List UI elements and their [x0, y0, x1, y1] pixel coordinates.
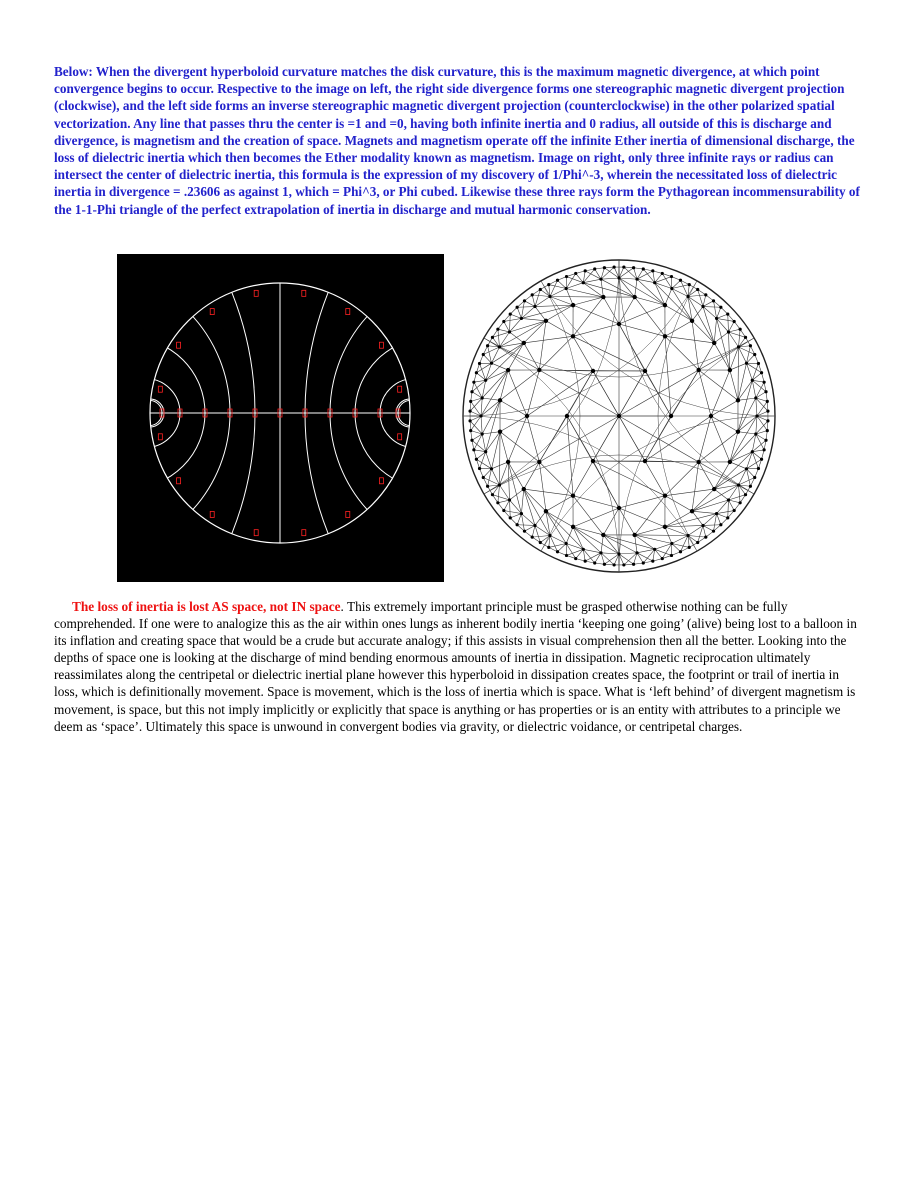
tiling-vertex — [696, 541, 699, 544]
tiling-vertex — [661, 272, 664, 275]
tiling-vertex — [481, 396, 484, 399]
tiling-vertex — [766, 410, 769, 413]
tiling-vertex — [490, 467, 493, 470]
tiling-vertex — [733, 320, 736, 323]
tiling-vertex — [613, 265, 616, 268]
tiling-vertex — [653, 548, 656, 551]
hyperbolic-tiling-disk-figure — [458, 256, 782, 578]
tiling-vertex — [764, 390, 767, 393]
tiling-vertex — [533, 524, 536, 527]
tiling-vertex — [715, 512, 718, 515]
tiling-vertex — [469, 400, 472, 403]
disk-arcs-drawing — [117, 254, 444, 582]
tiling-vertex — [643, 459, 647, 463]
tiling-vertex — [733, 509, 736, 512]
tiling-vertex — [760, 458, 763, 461]
tiling-vertex — [712, 487, 716, 491]
tiling-vertex — [603, 563, 606, 566]
tiling-vertex — [663, 493, 667, 497]
boundary-marker — [177, 342, 181, 348]
tiling-vertex — [766, 419, 769, 422]
tiling-vertex — [751, 379, 754, 382]
tiling-vertex — [712, 341, 716, 345]
tiling-vertex — [593, 267, 596, 270]
tiling-vertex — [544, 509, 548, 513]
tiling-vertex — [533, 305, 536, 308]
tiling-vertex — [757, 362, 760, 365]
tiling-vertex — [670, 542, 673, 545]
tiling-vertex — [470, 390, 473, 393]
tiling-vertex — [653, 281, 656, 284]
tiling-vertex — [582, 548, 585, 551]
tiling-vertex — [498, 483, 501, 486]
boundary-marker — [158, 386, 162, 392]
tiling-vertex — [754, 432, 757, 435]
tiling-vertex — [617, 552, 620, 555]
tiling-vertex — [690, 509, 694, 513]
tiling-vertex — [709, 414, 713, 418]
tiling-vertex — [766, 400, 769, 403]
tiling-vertex — [617, 322, 621, 326]
tiling-vertex — [622, 265, 625, 268]
tiling-vertex — [632, 563, 635, 566]
tiling-vertex — [727, 498, 730, 501]
tiling-vertex — [764, 439, 767, 442]
tiling-vertex — [704, 536, 707, 539]
tiling-vertex — [475, 458, 478, 461]
tiling-vertex — [686, 295, 689, 298]
tiling-vertex — [484, 379, 487, 382]
tiling-vertex — [701, 524, 704, 527]
boundary-marker — [158, 434, 162, 440]
tiling-vertex — [755, 414, 758, 417]
tiling-vertex — [757, 467, 760, 470]
tiling-vertex — [522, 341, 526, 345]
tiling-vertex — [701, 305, 704, 308]
tiling-vertex — [531, 536, 534, 539]
tiling-vertex — [591, 369, 595, 373]
tiling-vertex — [547, 283, 550, 286]
tiling-vertex — [571, 334, 575, 338]
tiling-vertex — [651, 269, 654, 272]
tiling-vertex — [688, 546, 691, 549]
paragraph-text: . This extremely important principle must be grasped otherwise nothing can be fully comprehended. If one were to analogize this as the air within ones lungs as inherent bodily inertia ‘keeping one going’ (alive) being lost to a balloon in its inflation and creating space that would be a crude but accurate analogy; if this assists in visual comprehension then all the better. Looking into the depths of space one is looking at the discharge of mind bending enormous amounts of inertia in dissipation. Magnetic reciprocation ultimately reassimilates along the centripetal or dielectric inertial plane however this hyperboloid in dissipation creates space, the footprint or trail of inertia in loss, which is definitionally movement. Space is movement, which is the loss of inertia which is space. What is ‘left behind’ of divergent magnetism is movement, is space, but this not imply implicitly or explicitly that space is anything or has properties or is an entity with attributes to a principle we deem as ‘space’. Ultimately this space is unwound in convergent bodies via gravity, or dielectric voidance, or centripetal charges. — [54, 599, 857, 734]
tiling-vertex — [726, 313, 729, 316]
tiling-vertex — [749, 344, 752, 347]
boundary-marker — [398, 386, 402, 392]
tiling-vertex — [525, 414, 529, 418]
tiling-vertex — [498, 345, 501, 348]
tiling-vertex — [486, 485, 489, 488]
tiling-vertex — [584, 269, 587, 272]
tiling-vertex — [679, 279, 682, 282]
tiling-vertex — [686, 534, 689, 537]
paragraph-lead-phrase: The loss of inertia is lost AS space, not IN space — [72, 599, 341, 614]
field-arc — [305, 254, 444, 582]
tiling-vertex — [584, 560, 587, 563]
tiling-vertex — [601, 295, 605, 299]
tiling-vertex — [663, 334, 667, 338]
tiling-vertex — [670, 287, 673, 290]
tiling-vertex — [669, 414, 673, 418]
tiling-vertex — [523, 530, 526, 533]
boundary-marker — [346, 309, 350, 315]
tiling-vertex — [468, 410, 471, 413]
tiling-vertex — [753, 476, 756, 479]
tiling-vertex — [522, 487, 526, 491]
tiling-vertex — [728, 460, 732, 464]
tiling-vertex — [622, 563, 625, 566]
tiling-vertex — [635, 278, 638, 281]
boundary-marker — [379, 342, 383, 348]
tiling-vertex — [547, 546, 550, 549]
boundary-marker — [254, 530, 258, 536]
tiling-vertex — [715, 317, 718, 320]
tiling-vertex — [753, 353, 756, 356]
tiling-vertex — [482, 353, 485, 356]
body-paragraph — [54, 598, 866, 735]
tiling-vertex — [712, 530, 715, 533]
tiling-vertex — [679, 550, 682, 553]
tiling-vertex — [591, 459, 595, 463]
tiling-vertex — [468, 419, 471, 422]
tiling-vertex — [496, 501, 499, 504]
tiling-vertex — [736, 429, 740, 433]
tiling-vertex — [574, 272, 577, 275]
tiling-vertex — [565, 554, 568, 557]
tiling-vertex — [663, 525, 667, 529]
tiling-vertex — [516, 306, 519, 309]
tiling-vertex — [763, 448, 766, 451]
tiling-vertex — [544, 319, 548, 323]
tiling-vertex — [475, 371, 478, 374]
tiling-vertex — [744, 336, 747, 339]
tiling-vertex — [745, 362, 748, 365]
tiling-vertex — [766, 429, 769, 432]
boundary-marker — [379, 478, 383, 484]
tiling-vertex — [696, 288, 699, 291]
boundary-marker — [210, 511, 214, 517]
tiling-vertex — [537, 368, 541, 372]
tiling-vertex — [516, 523, 519, 526]
tiling-vertex — [502, 509, 505, 512]
boundary-marker — [254, 290, 258, 296]
tiling-vertex — [726, 516, 729, 519]
tiling-vertex — [565, 287, 568, 290]
tiling-vertex — [696, 368, 700, 372]
tiling-vertex — [739, 501, 742, 504]
tiling-vertex — [603, 266, 606, 269]
tiling-vertex — [651, 560, 654, 563]
tiling-vertex — [617, 414, 621, 418]
tiling-vertex — [751, 450, 754, 453]
tiling-vertex — [520, 512, 523, 515]
tiling-vertex — [719, 523, 722, 526]
tiling-vertex — [617, 276, 620, 279]
tiling-vertex — [537, 460, 541, 464]
tiling-vertex — [690, 319, 694, 323]
tiling-vertex — [712, 299, 715, 302]
tiling-vertex — [478, 362, 481, 365]
tiling-vertex — [565, 414, 569, 418]
tiling-vertex — [481, 432, 484, 435]
tiling-vertex — [539, 288, 542, 291]
tiling-vertex — [745, 467, 748, 470]
tiling-vertex — [749, 485, 752, 488]
tiling-vertex — [696, 460, 700, 464]
tiling-vertex — [632, 295, 636, 299]
tiling-vertex — [763, 381, 766, 384]
tiling-vertex — [469, 429, 472, 432]
tiling-vertex — [744, 493, 747, 496]
tiling-vertex — [498, 429, 502, 433]
tiling-vertex — [496, 328, 499, 331]
tiling-vertex — [486, 344, 489, 347]
tiling-vertex — [599, 551, 602, 554]
tiling-vertex — [479, 414, 482, 417]
field-arc — [117, 254, 255, 582]
tiling-vertex — [509, 313, 512, 316]
tiling-vertex — [508, 498, 511, 501]
tiling-vertex — [502, 320, 505, 323]
tiling-vertex — [613, 563, 616, 566]
tiling-vertex — [565, 542, 568, 545]
tiling-vertex — [571, 303, 575, 307]
tiling-vertex — [719, 306, 722, 309]
tiling-vertex — [491, 336, 494, 339]
boundary-marker — [210, 309, 214, 315]
tiling-vertex — [548, 534, 551, 537]
tiling-vertex — [739, 328, 742, 331]
boundary-marker — [398, 434, 402, 440]
tiling-drawing — [458, 256, 782, 578]
tiling-vertex — [520, 317, 523, 320]
tiling-vertex — [737, 483, 740, 486]
figure-caption: Below: When the divergent hyperboloid curvature matches the disk curvature, this is the maximum magnetic divergence, at which point convergence begins to occur. Respective to the image on left, the right side divergence forms one stereographic magnetic divergent projection (clockwise), and the left side forms an inverse stereographic magnetic divergent projection (counterclockwise) in the other polarized spatial vectorization. Any line that passes thru the center is =1 and =0, having both infinite inertia and 0 radius, all outside of this is discharge and divergence, is magnetism and the creation of space. Magnets and magnetism operate off the infinite Ether inertia of dimensional discharge, the loss of dielectric inertia which then becomes the Ether modality known as magnetism. Image on right, only three infinite rays or radius can intersect the center of dielectric inertia, this formula is the expression of my discovery of 1/Phi^-3, wherein the necessitated loss of dielectric inertia in divergence = .23606 as against 1, which = Phi^3, or Phi cubed. Likewise these three rays form the Pythagorean incommensurability of the 1-1-Phi triangle of the perfect extrapolation of inertia in discharge and mutual harmonic conservation. — [54, 64, 860, 217]
tiling-vertex — [642, 267, 645, 270]
tiling-vertex — [571, 493, 575, 497]
tiling-vertex — [523, 299, 526, 302]
tiling-vertex — [635, 551, 638, 554]
tiling-vertex — [728, 368, 732, 372]
tiling-vertex — [601, 533, 605, 537]
tiling-vertex — [571, 525, 575, 529]
boundary-marker — [177, 478, 181, 484]
tiling-vertex — [704, 293, 707, 296]
boundary-marker — [346, 511, 350, 517]
tiling-vertex — [506, 368, 510, 372]
tiling-vertex — [663, 303, 667, 307]
tiling-vertex — [643, 369, 647, 373]
tiling-vertex — [508, 330, 511, 333]
tiling-vertex — [670, 554, 673, 557]
tiling-vertex — [472, 448, 475, 451]
divergent-hyperboloid-disk-figure — [117, 254, 444, 582]
tiling-vertex — [472, 381, 475, 384]
tiling-vertex — [727, 330, 730, 333]
tiling-vertex — [754, 396, 757, 399]
tiling-vertex — [582, 281, 585, 284]
tiling-vertex — [491, 493, 494, 496]
tiling-vertex — [556, 550, 559, 553]
tiling-vertex — [565, 275, 568, 278]
tiling-vertex — [470, 439, 473, 442]
tiling-vertex — [574, 557, 577, 560]
tiling-vertex — [632, 266, 635, 269]
tiling-vertex — [593, 561, 596, 564]
tiling-vertex — [484, 450, 487, 453]
tiling-vertex — [661, 557, 664, 560]
boundary-marker — [302, 290, 306, 296]
tiling-vertex — [539, 541, 542, 544]
tiling-vertex — [599, 278, 602, 281]
tiling-vertex — [617, 506, 621, 510]
tiling-vertex — [490, 362, 493, 365]
boundary-marker — [302, 530, 306, 536]
tiling-vertex — [737, 345, 740, 348]
tiling-vertex — [478, 467, 481, 470]
tiling-vertex — [632, 533, 636, 537]
tiling-vertex — [642, 561, 645, 564]
tiling-vertex — [509, 516, 512, 519]
tiling-vertex — [531, 293, 534, 296]
tiling-vertex — [556, 279, 559, 282]
tiling-vertex — [670, 275, 673, 278]
tiling-vertex — [506, 460, 510, 464]
tiling-vertex — [498, 398, 502, 402]
tiling-vertex — [688, 283, 691, 286]
tiling-vertex — [760, 371, 763, 374]
tiling-vertex — [482, 476, 485, 479]
tiling-vertex — [736, 398, 740, 402]
tiling-vertex — [548, 295, 551, 298]
